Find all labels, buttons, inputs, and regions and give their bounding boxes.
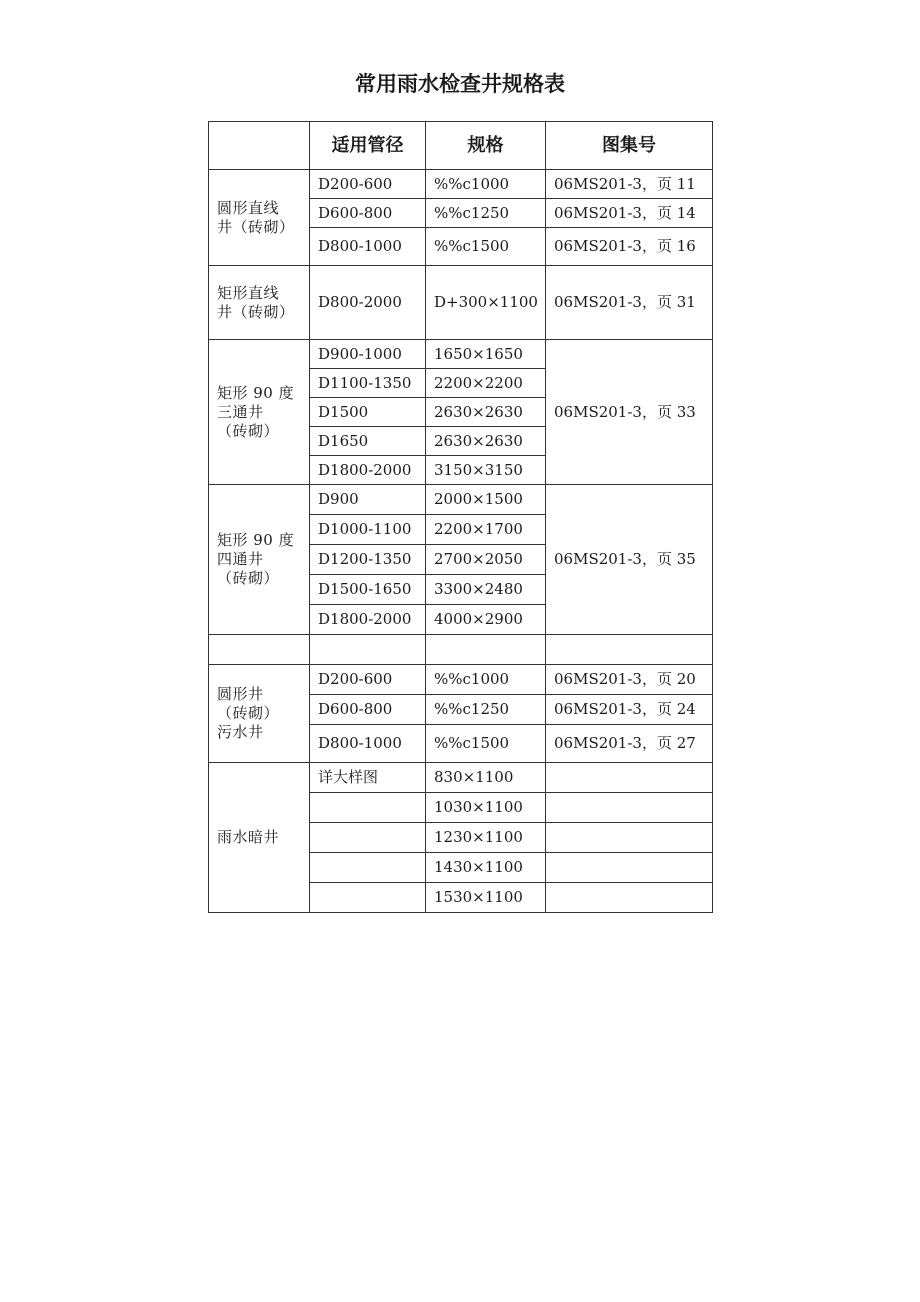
atlas-cell: 06MS201-3，页 16: [546, 228, 713, 266]
atlas-cell: 06MS201-3，页 20: [546, 665, 713, 695]
spec-cell: 2200×2200: [426, 369, 546, 398]
spec-cell: %%c1500: [426, 228, 546, 266]
table-row: [209, 485, 713, 515]
spec-cell: %%c1250: [426, 199, 546, 228]
atlas-cell: [546, 883, 713, 913]
header-row: [209, 122, 713, 170]
spec-cell: %%c1000: [426, 170, 546, 199]
atlas-cell: 06MS201-3，页 27: [546, 725, 713, 763]
header-atlas: 图集号: [546, 122, 713, 170]
diameter-cell: [310, 883, 426, 913]
spec-cell: 830×1100: [426, 763, 546, 793]
diameter-cell: D200-600: [310, 665, 426, 695]
diameter-cell: D1800-2000: [310, 605, 426, 635]
well-type-cell: 矩形 90 度 四通井 （砖砌）: [209, 485, 310, 635]
table-row: [209, 763, 713, 793]
well-type-cell: 雨水暗井: [209, 763, 310, 913]
spec-cell: 4000×2900: [426, 605, 546, 635]
atlas-cell: 06MS201-3，页 14: [546, 199, 713, 228]
diameter-cell: D600-800: [310, 695, 426, 725]
spec-cell: 2000×1500: [426, 485, 546, 515]
spec-cell: D+300×1100: [426, 266, 546, 340]
spec-cell: %%c1000: [426, 665, 546, 695]
header-spec: 规格: [426, 122, 546, 170]
atlas-cell: 06MS201-3，页 11: [546, 170, 713, 199]
page-title: 常用雨水检查井规格表: [355, 72, 565, 96]
diameter-cell: D800-1000: [310, 725, 426, 763]
atlas-cell: [546, 763, 713, 793]
diameter-cell: D1000-1100: [310, 515, 426, 545]
diameter-cell: D1500-1650: [310, 575, 426, 605]
spec-cell: 2700×2050: [426, 545, 546, 575]
empty-row: [209, 635, 713, 665]
well-type-cell: 圆形直线 井（砖砌）: [209, 170, 310, 266]
atlas-cell: 06MS201-3，页 31: [546, 266, 713, 340]
spec-cell: 2630×2630: [426, 398, 546, 427]
diameter-cell: D800-2000: [310, 266, 426, 340]
table-row: [209, 665, 713, 695]
diameter-cell: D600-800: [310, 199, 426, 228]
spec-cell: 2200×1700: [426, 515, 546, 545]
spec-table: [208, 121, 713, 913]
table-row: [209, 340, 713, 369]
spec-cell: 1230×1100: [426, 823, 546, 853]
atlas-cell: [546, 823, 713, 853]
diameter-cell: D1650: [310, 427, 426, 456]
spec-cell: %%c1500: [426, 725, 546, 763]
atlas-cell: 06MS201-3，页 35: [546, 485, 713, 635]
spec-cell: 3150×3150: [426, 456, 546, 485]
spec-cell: 2630×2630: [426, 427, 546, 456]
diameter-cell: D800-1000: [310, 228, 426, 266]
diameter-cell: D1100-1350: [310, 369, 426, 398]
atlas-cell: 06MS201-3，页 33: [546, 340, 713, 485]
diameter-cell: D1500: [310, 398, 426, 427]
spec-cell: 1430×1100: [426, 853, 546, 883]
well-type-cell: 圆形井 （砖砌） 污水井: [209, 665, 310, 763]
table-row: [209, 170, 713, 199]
table-row: [209, 266, 713, 340]
diameter-cell: [310, 793, 426, 823]
atlas-cell: 06MS201-3，页 24: [546, 695, 713, 725]
diameter-cell: 详大样图: [310, 763, 426, 793]
atlas-cell: [546, 793, 713, 823]
diameter-cell: D900-1000: [310, 340, 426, 369]
diameter-cell: D1800-2000: [310, 456, 426, 485]
diameter-cell: D1200-1350: [310, 545, 426, 575]
spec-cell: 1530×1100: [426, 883, 546, 913]
diameter-cell: D900: [310, 485, 426, 515]
atlas-cell: [546, 853, 713, 883]
diameter-cell: [310, 853, 426, 883]
header-type: [209, 122, 310, 170]
spec-cell: %%c1250: [426, 695, 546, 725]
spec-cell: 3300×2480: [426, 575, 546, 605]
diameter-cell: D200-600: [310, 170, 426, 199]
well-type-cell: 矩形直线 井（砖砌）: [209, 266, 310, 340]
spec-cell: 1650×1650: [426, 340, 546, 369]
header-diameter: 适用管径: [310, 122, 426, 170]
spec-cell: 1030×1100: [426, 793, 546, 823]
diameter-cell: [310, 823, 426, 853]
well-type-cell: 矩形 90 度 三通井 （砖砌）: [209, 340, 310, 485]
